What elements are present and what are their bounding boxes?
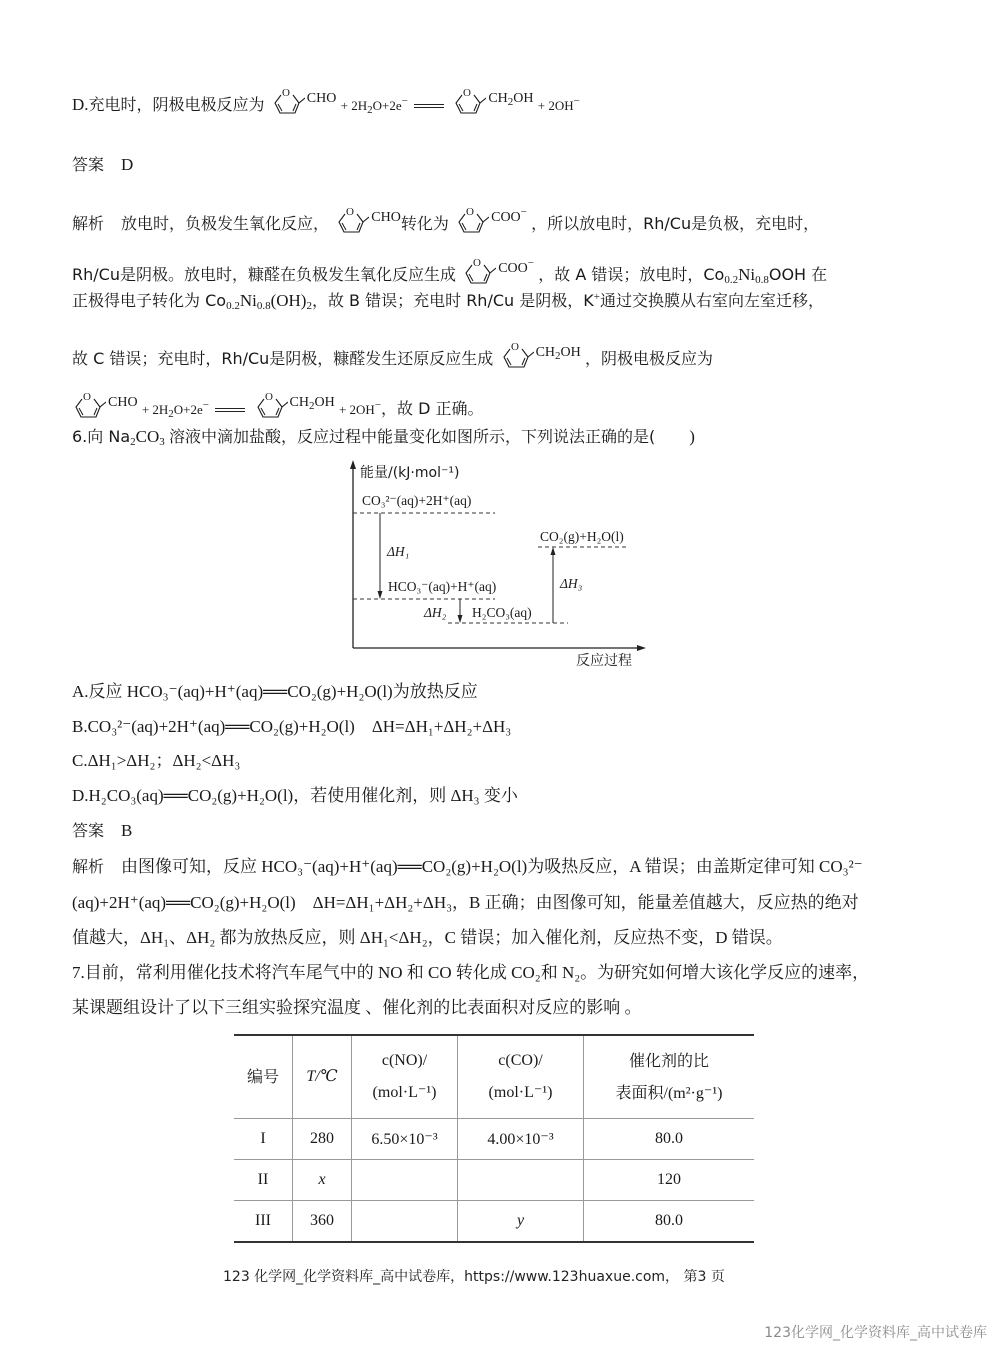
table-row	[234, 1160, 754, 1201]
q5-analysis-line-2	[72, 256, 827, 288]
group: CHO	[371, 210, 401, 225]
text: ，故 D 正确。	[381, 399, 484, 418]
q7-stem-line-2: 某课题组设计了以下三组实验探究温度 、催化剂的比表面积对反应的影响 。	[72, 998, 642, 1017]
level-4-label: CO₂(g)+H₂O(l)	[540, 529, 624, 544]
y-axis-arrow-icon	[350, 460, 356, 469]
table-header-row	[234, 1035, 754, 1119]
table-cell: 80.0	[584, 1119, 755, 1160]
furan-ring-icon	[500, 340, 534, 370]
text: 6.向 Na	[72, 427, 131, 446]
table-cell: 120	[584, 1160, 755, 1201]
option-label: D.	[72, 95, 89, 114]
option-text: 充电时，阴极电极反应为	[88, 95, 265, 114]
group: CH2OH	[289, 395, 335, 412]
table-row	[234, 1119, 754, 1160]
subscript: 3	[159, 436, 165, 448]
level-3-label: H₂CO₃(aq)	[472, 605, 532, 620]
text: Ni	[738, 265, 756, 284]
text: Rh/Cu是阴极。放电时，糠醛在负极发生氧化反应生成	[72, 265, 456, 284]
group: CHO	[108, 395, 138, 410]
watermark: 123化学网_化学资料库_高中试卷库	[764, 1325, 987, 1341]
q6-analysis-line-1	[72, 856, 863, 878]
energy-diagram	[340, 455, 660, 675]
equals-sign	[215, 408, 245, 412]
experiment-table	[234, 1034, 754, 1243]
header-cell: 催化剂的比 表面积/(m²·g⁻¹)	[584, 1035, 755, 1119]
table-cell: 4.00×10⁻³	[458, 1119, 584, 1160]
text: 通过交换膜从右室向左室迁移，	[599, 291, 824, 310]
alcohol-group: CH2OH	[488, 91, 534, 108]
furan-ring-icon	[335, 205, 369, 235]
text: 溶液中滴加盐酸，反应过程中能量变化如图所示，下列说法正确的是(	[169, 427, 656, 446]
level-1-label: CO₃²⁻(aq)+2H⁺(aq)	[362, 493, 472, 508]
aldehyde-group: CHO	[306, 91, 337, 106]
table-cell: 80.0	[584, 1201, 755, 1243]
answer-label: 答案	[72, 155, 105, 174]
q6-option-b: B.CO₃²⁻(aq)+2H⁺(aq)══CO₂(g)+H₂O(l) ΔH=ΔH₁+ΔH₂+ΔH₃	[72, 717, 512, 736]
header-cell: c(NO)/ (mol·L⁻¹)	[352, 1035, 458, 1119]
subscript: 0.2	[724, 274, 739, 286]
table-cell: II	[234, 1160, 293, 1201]
subscript: 0.2	[226, 300, 240, 312]
q7-stem-line-1: 7.目前，常利用催化技术将汽车尾气中的 NO 和 CO 转化成 CO₂和 N₂。为研究如何增大该化学反应的速率，	[72, 963, 870, 982]
table-cell: 280	[293, 1119, 352, 1160]
subscript: 2	[130, 436, 136, 448]
furan-ring-icon	[72, 390, 106, 420]
equals-sign	[414, 104, 444, 108]
q5-analysis-line-3: 正极得电子转化为 $Co_{0.2}Ni_{0.8}(OH)_2$，故 B 错误；充电时 Rh/Cu 是阴极，K+通过交换膜从右室向左室迁移，	[72, 291, 824, 312]
page-footer: 123 化学网_化学资料库_高中试卷库，https://www.123huaxue.com， 第3 页	[223, 1269, 725, 1285]
table-cell	[352, 1201, 458, 1243]
q6-option-c: C.ΔH₁>ΔH₂；ΔH₂<ΔH₃	[72, 751, 241, 770]
q5-option-d	[72, 86, 580, 118]
table-cell: I	[234, 1119, 293, 1160]
furan-ring-icon	[452, 86, 486, 116]
q5-analysis-line-4	[72, 340, 713, 372]
header-cell: c(CO)/ (mol·L⁻¹)	[458, 1035, 584, 1119]
table-cell: y	[458, 1201, 584, 1243]
equation-tail: + 2OH−	[537, 95, 580, 113]
q5-analysis-line-1	[72, 205, 819, 237]
text: 放电时，负极发生氧化反应，	[121, 214, 330, 233]
q6-option-d: D.H₂CO₃(aq)══CO₂(g)+H₂O(l)，若使用催化剂，则 ΔH₃ 变小	[72, 786, 518, 805]
text: 故 C 错误；充电时，Rh/Cu是阴极，糠醛发生还原反应生成	[72, 349, 494, 368]
text: 转化为	[400, 214, 449, 233]
group: CH2OH	[535, 345, 581, 362]
dh2-label: ΔH₂	[424, 605, 447, 620]
header-cell: 编号	[234, 1035, 293, 1119]
dh1-label: ΔH₁	[387, 544, 410, 559]
analysis-label: 解析	[72, 214, 105, 233]
q6-answer	[72, 820, 132, 842]
text: ，故 A 错误；放电时，Co	[538, 265, 725, 284]
text: ，所以放电时，Rh/Cu是负极，充电时，	[531, 214, 820, 233]
furan-ring-icon	[254, 390, 288, 420]
answer-value: B	[121, 821, 133, 840]
q6-analysis-line-2: (aq)+2H⁺(aq)══CO₂(g)+H₂O(l) ΔH=ΔH₁+ΔH₂+ΔH₃，B 正确；由图像可知，能量差值越大，反应热的绝对	[72, 893, 859, 912]
subscript: 0.8	[256, 300, 271, 312]
text: 由图像可知，反应 HCO₃⁻(aq)+H⁺(aq)══CO₂(g)+H₂O(l)为吸热反应，A 错误；由盖斯定律可知 CO₃²⁻	[121, 857, 863, 876]
text: 正极得电子转化为 Co	[72, 291, 227, 310]
subscript: 0.8	[755, 274, 769, 286]
furan-ring-icon	[455, 205, 489, 235]
answer-value: D	[121, 155, 134, 174]
text: CO	[135, 427, 160, 446]
table-cell	[352, 1160, 458, 1201]
q6-stem	[72, 426, 695, 448]
q5-answer	[72, 154, 133, 176]
furan-ring-icon	[462, 256, 496, 286]
table-cell: 360	[293, 1201, 352, 1243]
table-row	[234, 1201, 754, 1243]
text: OOH 在	[768, 265, 828, 284]
answer-label: 答案	[72, 821, 105, 840]
text: ，阴极电极反应为	[585, 349, 714, 368]
text: + 2OH−	[338, 399, 382, 417]
x-axis-label: 反应过程	[576, 653, 632, 669]
table-cell: x	[293, 1160, 352, 1201]
dh3-label: ΔH₃	[560, 576, 583, 591]
equation-middle: + $2H_2O+2e^-$	[340, 95, 408, 116]
furan-ring-icon	[271, 86, 305, 116]
arrow-down-icon	[458, 615, 463, 623]
header-cell: T/℃	[293, 1035, 352, 1119]
arrow-up-icon	[551, 547, 556, 555]
group: COO−	[491, 206, 527, 225]
y-axis-label: 能量/(kJ·mol⁻¹)	[360, 465, 460, 481]
text: ，故 B 错误；充电时 Rh/Cu 是阴极，K	[311, 291, 594, 310]
arrow-down-icon	[378, 591, 383, 599]
x-axis-arrow-icon	[637, 645, 646, 651]
text: )	[689, 427, 695, 446]
table-cell: III	[234, 1201, 293, 1243]
group: COO−	[498, 257, 534, 276]
table-cell	[458, 1160, 584, 1201]
q5-analysis-line-5	[70, 390, 484, 422]
text: (OH)	[270, 291, 307, 310]
table-cell: 6.50×10⁻³	[352, 1119, 458, 1160]
level-2-label: HCO₃⁻(aq)+H⁺(aq)	[388, 579, 497, 594]
q6-option-a: A.反应 HCO₃⁻(aq)+H⁺(aq)══CO₂(g)+H₂O(l)为放热反应	[72, 682, 478, 701]
q6-analysis-line-3: 值越大，ΔH₁、ΔH₂ 都为放热反应，则 ΔH₁<ΔH₂，C 错误；加入催化剂，反应热不变，D 错误。	[72, 928, 783, 947]
text: Ni	[239, 291, 257, 310]
text: + $2H_2O+2e^-$	[141, 399, 210, 420]
analysis-label: 解析	[72, 857, 105, 876]
subscript: 2	[306, 300, 312, 312]
